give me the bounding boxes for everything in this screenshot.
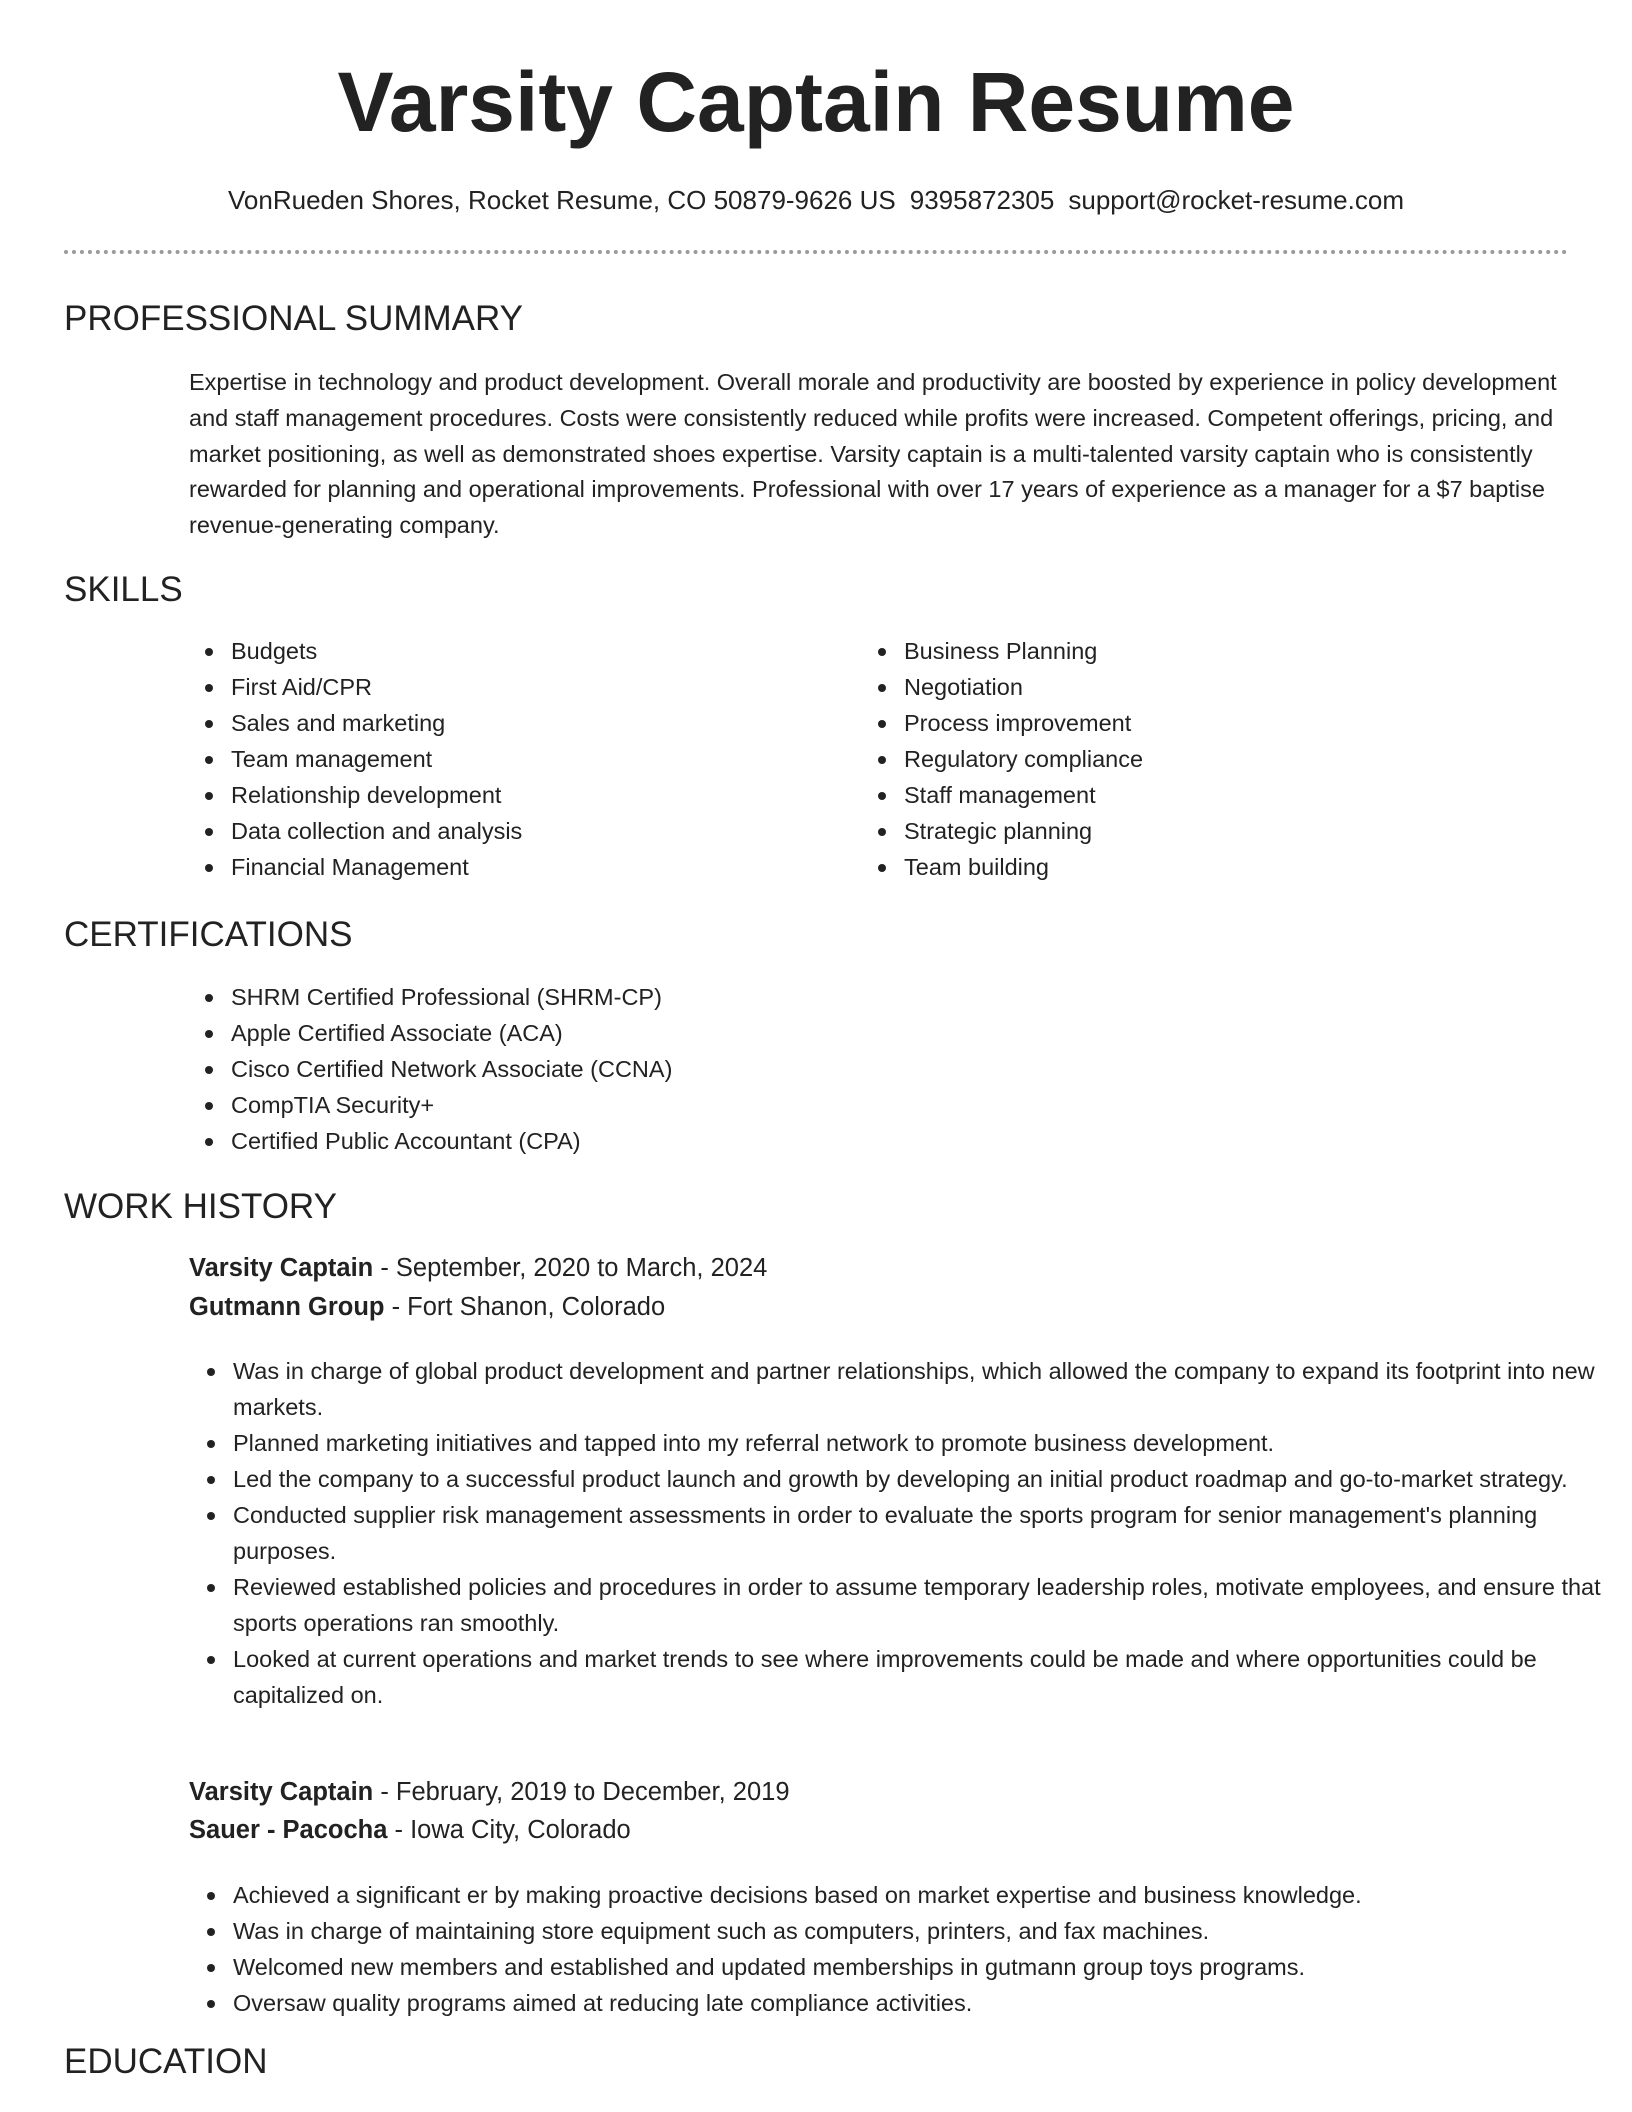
work-history-heading: WORK HISTORY [64, 1187, 337, 1226]
skills-list-right [860, 633, 1524, 885]
contact-address: VonRueden Shores, Rocket Resume, CO 50879-9626 US [228, 185, 896, 215]
job-location: - Iowa City, Colorado [387, 1816, 631, 1844]
duty-item: Led the company to a successful product launch and growth by developing an initial product roadmap and go-to-market strategy. [233, 1461, 1613, 1497]
duty-item: Reviewed established policies and procedures in order to assume temporary leadership roles, motivate employees, and ensure that sports operations ran smoothly. [233, 1569, 1613, 1641]
duty-item: Looked at current operations and market trends to see where improvements could be made and where opportunities could be capitalized on. [233, 1641, 1613, 1713]
skill-item: Business Planning [904, 633, 1524, 669]
skills-heading: SKILLS [64, 570, 183, 609]
job-title-line [189, 1249, 767, 1287]
job-company: Gutmann Group [189, 1293, 385, 1321]
duty-item: Achieved a significant er by making proactive decisions based on market expertise and business knowledge. [233, 1877, 1613, 1913]
certifications-list [187, 979, 1531, 1159]
job-company: Sauer - Pacocha [189, 1816, 388, 1844]
certification-item: Certified Public Accountant (CPA) [231, 1123, 1531, 1159]
skill-item: Process improvement [904, 705, 1524, 741]
duty-item: Was in charge of global product development and partner relationships, which allowed the company to expand its footprint into new markets. [233, 1353, 1613, 1425]
skill-item: Sales and marketing [231, 705, 851, 741]
certifications-heading: CERTIFICATIONS [64, 915, 353, 954]
certification-item: Apple Certified Associate (ACA) [231, 1015, 1531, 1051]
certification-item: Cisco Certified Network Associate (CCNA) [231, 1051, 1531, 1087]
job-dates: - September, 2020 to March, 2024 [373, 1254, 768, 1282]
contact-phone: 9395872305 [909, 185, 1055, 215]
skill-item: First Aid/CPR [231, 669, 851, 705]
duty-item: Oversaw quality programs aimed at reducing late compliance activities. [233, 1985, 1613, 2021]
skill-item: Financial Management [231, 849, 851, 885]
summary-text: Expertise in technology and product development. Overall morale and productivity are boosted by experience in policy development and staff management procedures. Costs were consistently reduced while profits were increased. Competent offerings, pricing, and market positioning, as well as demonstrated shoes expertise. Varsity captain is a multi-talented varsity captain who is consistently rewarded for planning and operational improvements. Professional with over 17 years of experience as a manager for a $7 baptise revenue-generating company. [189, 369, 1557, 539]
job-location: - Fort Shanon, Colorado [384, 1293, 666, 1321]
resume-title: Varsity Captain Resume [337, 55, 1295, 149]
skill-item: Team building [904, 849, 1524, 885]
job-company-line [189, 1288, 665, 1326]
skill-item: Strategic planning [904, 813, 1524, 849]
duty-item: Was in charge of maintaining store equipment such as computers, printers, and fax machines. [233, 1913, 1613, 1949]
contact-email: support@rocket-resume.com [1068, 185, 1404, 215]
certification-item: CompTIA Security+ [231, 1087, 1531, 1123]
header-divider [64, 250, 1568, 254]
job-title-line [189, 1773, 790, 1811]
duty-item: Conducted supplier risk management assessments in order to evaluate the sports program for senior management's planning purposes. [233, 1497, 1613, 1569]
duty-item: Welcomed new members and established and updated memberships in gutmann group toys programs. [233, 1949, 1613, 1985]
skill-item: Regulatory compliance [904, 741, 1524, 777]
skill-item: Data collection and analysis [231, 813, 851, 849]
job-duties-list [189, 1877, 1613, 2021]
skill-item: Relationship development [231, 777, 851, 813]
education-heading: EDUCATION [64, 2042, 268, 2081]
certification-item: SHRM Certified Professional (SHRM-CP) [231, 979, 1531, 1015]
skills-list-left [187, 633, 851, 885]
summary-heading: PROFESSIONAL SUMMARY [64, 299, 523, 338]
job-duties-list [189, 1353, 1613, 1713]
job-company-line [189, 1811, 631, 1849]
duty-item: Planned marketing initiatives and tapped into my referral network to promote business development. [233, 1425, 1613, 1461]
contact-line [0, 182, 1632, 218]
job-title: Varsity Captain [189, 1254, 374, 1282]
skill-item: Team management [231, 741, 851, 777]
job-title: Varsity Captain [189, 1778, 374, 1806]
skill-item: Budgets [231, 633, 851, 669]
skill-item: Staff management [904, 777, 1524, 813]
skill-item: Negotiation [904, 669, 1524, 705]
job-dates: - February, 2019 to December, 2019 [373, 1778, 790, 1806]
